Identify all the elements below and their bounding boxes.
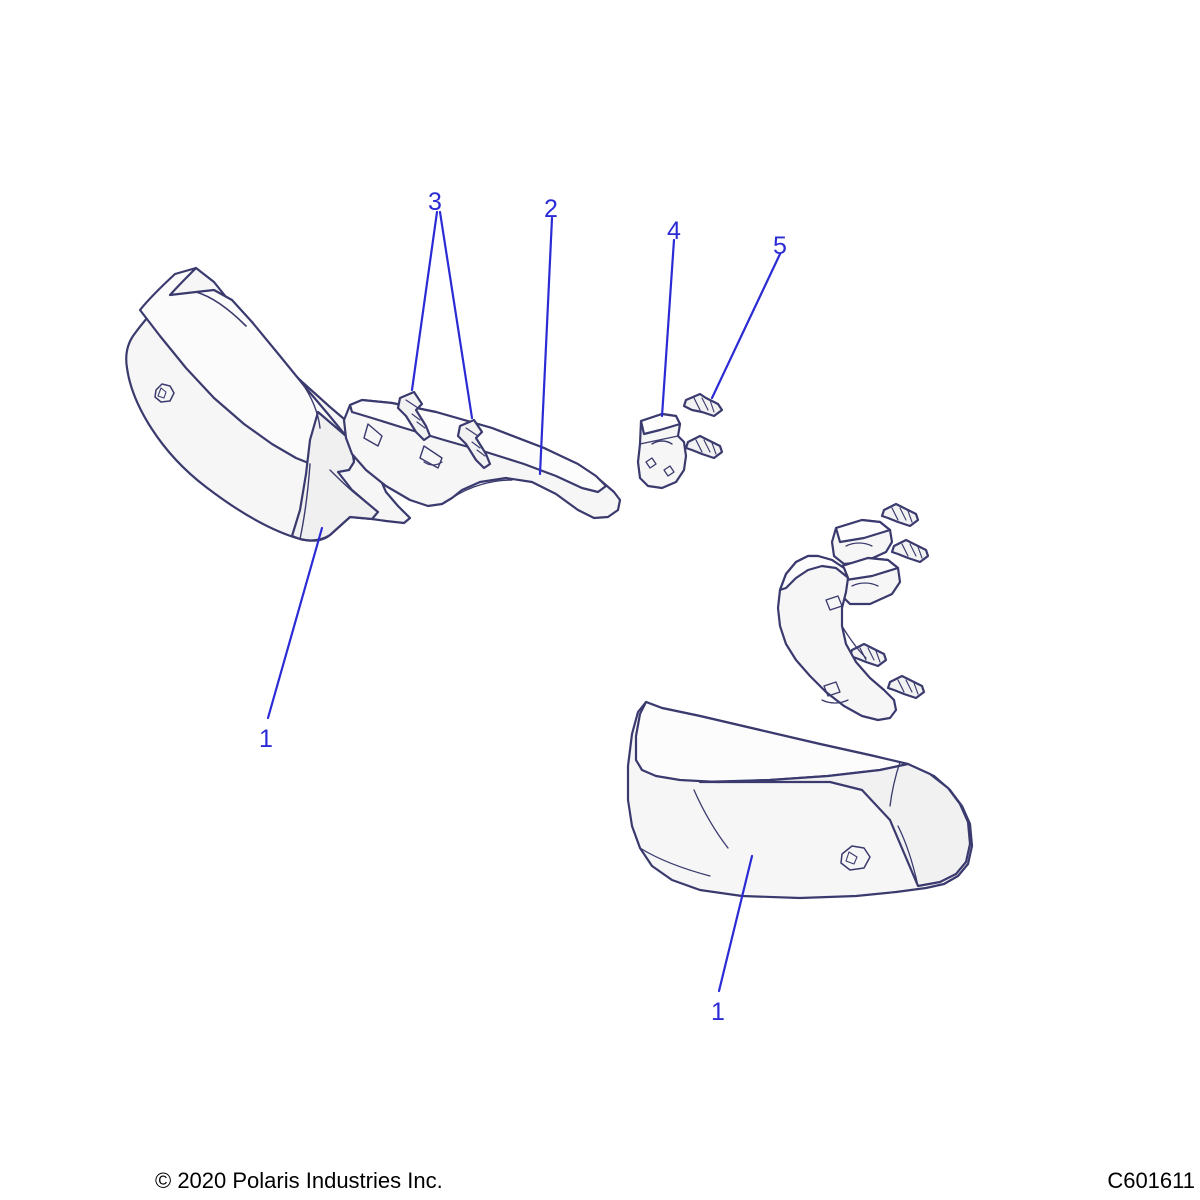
callout-label-3: 3 (428, 188, 442, 216)
part-screw-5b (686, 436, 722, 458)
callout-label-4: 4 (667, 217, 681, 245)
part-screw-5a (684, 394, 722, 416)
leader-3a (412, 212, 437, 390)
part-screw-right-1 (882, 504, 918, 526)
part-clamp-block-right-upper (832, 520, 892, 564)
leader-1-left (268, 528, 322, 718)
part-screw-right-2 (892, 540, 928, 562)
part-screw-right-4 (888, 676, 924, 698)
callout-label-5: 5 (773, 232, 787, 260)
copyright-notice: © 2020 Polaris Industries Inc. (155, 1168, 443, 1193)
leader-5 (712, 254, 780, 398)
callout-label-1-right: 1 (711, 998, 725, 1026)
leader-3b (440, 212, 472, 418)
callout-label-1-left: 1 (259, 725, 273, 753)
leader-4 (662, 240, 674, 416)
drawing-number: C601611 (1107, 1168, 1195, 1193)
part-clamp-block-left (638, 414, 686, 488)
callout-label-2: 2 (544, 195, 558, 223)
part-handguard-right (628, 702, 972, 898)
leader-2 (540, 218, 552, 474)
